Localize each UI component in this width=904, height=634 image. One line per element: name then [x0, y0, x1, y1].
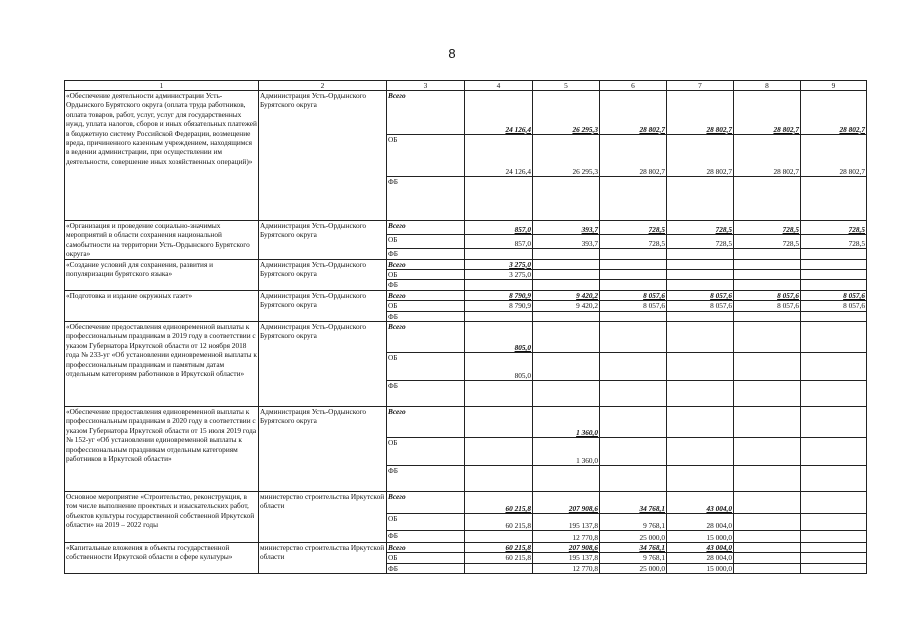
value-cell: 28 802,7 [667, 91, 734, 135]
value-cell: 60 215,8 [465, 492, 533, 514]
value-cell [734, 492, 801, 514]
value-cell [465, 438, 533, 466]
measure-description: «Обеспечение деятельности администрации Усть-Ордынского Бурятского округа (оплата труда работников, оплата товаров, работ, услуг, услуг для государственных нужд, уплата налогов, сборов и иных обязательных платежей в бюджетную систему Российской Федерации, возмещение вреда, причиненного казенным учреждением, находящимся в ведении администрации, при осуществлении им деятельности, совершение иных хозяйственных операций)» [65, 91, 259, 221]
value-cell: 8 057,6 [600, 301, 667, 311]
value-cell [734, 311, 801, 321]
measure-description: «Организация и проведение социально-значимых мероприятий в области сохранения национальной самобытности на территории Усть-Ордынского Бурятского округа» [65, 221, 259, 260]
value-cell [734, 322, 801, 353]
table-row [65, 492, 867, 514]
value-cell: 43 004,0 [667, 492, 734, 514]
value-cell [734, 466, 801, 492]
value-cell: 34 768,1 [600, 492, 667, 514]
value-cell [801, 514, 867, 531]
column-header-3: 3 [387, 81, 465, 91]
value-cell: 28 802,7 [600, 91, 667, 135]
table-row [65, 290, 867, 300]
value-cell: 728,5 [667, 235, 734, 249]
value-cell [667, 270, 734, 280]
value-cell: 728,5 [667, 221, 734, 235]
value-cell [533, 381, 600, 407]
value-cell [465, 249, 533, 259]
funding-source: Всего [387, 290, 465, 300]
value-cell: 857,0 [465, 235, 533, 249]
value-cell [734, 270, 801, 280]
executor-cell: Администрация Усть-Ордынского Бурятского округа [259, 259, 387, 290]
value-cell [734, 553, 801, 563]
value-cell [533, 311, 600, 321]
value-cell: 8 057,6 [600, 290, 667, 300]
value-cell: 728,5 [734, 221, 801, 235]
funding-source: ОБ [387, 514, 465, 531]
value-cell: 207 908,6 [533, 543, 600, 553]
value-cell [734, 438, 801, 466]
header-row [65, 81, 867, 91]
table-row [65, 322, 867, 353]
table-row [65, 259, 867, 269]
value-cell [600, 177, 667, 221]
value-cell: 26 295,3 [533, 135, 600, 177]
value-cell [465, 280, 533, 290]
value-cell: 728,5 [600, 235, 667, 249]
value-cell [533, 249, 600, 259]
value-cell [667, 466, 734, 492]
funding-source: ОБ [387, 438, 465, 466]
value-cell: 24 126,4 [465, 135, 533, 177]
executor-cell: Администрация Усть-Ордынского Бурятского округа [259, 407, 387, 492]
value-cell: 207 908,6 [533, 492, 600, 514]
value-cell [533, 322, 600, 353]
column-header-8: 8 [734, 81, 801, 91]
executor-cell: Администрация Усть-Ордынского Бурятского округа [259, 290, 387, 321]
executor-cell: министерство строительства Иркутской области [259, 543, 387, 574]
funding-source: ФБ [387, 177, 465, 221]
value-cell [801, 311, 867, 321]
value-cell [734, 407, 801, 438]
value-cell: 26 295,3 [533, 91, 600, 135]
measure-description: «Обеспечение предоставления единовременной выплаты к профессиональным праздникам в 2019 году в соответствии с указом Губернатора Иркутской области от 12 ноября 2018 года № 233-уг «Об установлении единовременной выплаты к профессиональным праздникам и памятным датам отдельным категориям работников в Иркутской области» [65, 322, 259, 407]
measure-description: «Капитальные вложения в объекты государственной собственности Иркутской области в сфере культуры» [65, 543, 259, 574]
measure-description: Основное мероприятие «Строительство, реконструкция, в том числе выполнение проектных и изыскательских работ, объектов культуры государственной собственной Иркутской области» на 2019 – 2022 годы [65, 492, 259, 543]
value-cell [667, 381, 734, 407]
value-cell: 28 802,7 [801, 135, 867, 177]
funding-source: ОБ [387, 553, 465, 563]
value-cell [667, 249, 734, 259]
value-cell [801, 466, 867, 492]
value-cell: 1 360,0 [533, 407, 600, 438]
column-header-2: 2 [259, 81, 387, 91]
value-cell [734, 514, 801, 531]
funding-source: ОБ [387, 301, 465, 311]
table-row [65, 407, 867, 438]
table-row [65, 91, 867, 135]
value-cell: 728,5 [734, 235, 801, 249]
executor-cell: министерство строительства Иркутской области [259, 492, 387, 543]
value-cell: 28 004,0 [667, 553, 734, 563]
value-cell: 1 360,0 [533, 438, 600, 466]
value-cell: 15 000,0 [667, 563, 734, 573]
value-cell [801, 177, 867, 221]
value-cell: 8 057,6 [734, 301, 801, 311]
value-cell: 857,0 [465, 221, 533, 235]
value-cell: 8 790,9 [465, 290, 533, 300]
value-cell [465, 563, 533, 573]
value-cell: 195 137,8 [533, 553, 600, 563]
value-cell [600, 249, 667, 259]
value-cell [801, 553, 867, 563]
funding-source: ФБ [387, 311, 465, 321]
value-cell [801, 259, 867, 269]
value-cell: 28 802,7 [734, 91, 801, 135]
value-cell: 15 000,0 [667, 531, 734, 543]
value-cell: 34 768,1 [600, 543, 667, 553]
column-header-9: 9 [801, 81, 867, 91]
value-cell: 8 057,6 [734, 290, 801, 300]
funding-source: Всего [387, 259, 465, 269]
funding-source: Всего [387, 407, 465, 438]
value-cell: 12 770,8 [533, 531, 600, 543]
column-header-5: 5 [533, 81, 600, 91]
funding-source: ОБ [387, 235, 465, 249]
value-cell [801, 407, 867, 438]
value-cell [734, 280, 801, 290]
value-cell [465, 311, 533, 321]
executor-cell: Администрация Усть-Ордынского Бурятского округа [259, 221, 387, 260]
value-cell [533, 259, 600, 269]
value-cell: 9 768,1 [600, 514, 667, 531]
value-cell [533, 466, 600, 492]
value-cell [465, 177, 533, 221]
value-cell [667, 407, 734, 438]
budget-table [64, 80, 867, 574]
value-cell [600, 407, 667, 438]
executor-cell: Администрация Усть-Ордынского Бурятского округа [259, 91, 387, 221]
value-cell: 28 802,7 [600, 135, 667, 177]
funding-source: Всего [387, 492, 465, 514]
value-cell [801, 270, 867, 280]
value-cell: 28 802,7 [667, 135, 734, 177]
value-cell [667, 177, 734, 221]
value-cell [734, 381, 801, 407]
measure-description: «Создание условий для сохранения, развития и популяризации бурятского языка» [65, 259, 259, 290]
value-cell [801, 531, 867, 543]
value-cell: 728,5 [801, 221, 867, 235]
value-cell: 393,7 [533, 235, 600, 249]
value-cell: 25 000,0 [600, 563, 667, 573]
funding-source: ОБ [387, 135, 465, 177]
value-cell [465, 381, 533, 407]
value-cell [533, 270, 600, 280]
value-cell [734, 543, 801, 553]
funding-source: Всего [387, 91, 465, 135]
value-cell [801, 280, 867, 290]
value-cell: 805,0 [465, 353, 533, 381]
value-cell [600, 381, 667, 407]
column-header-1: 1 [65, 81, 259, 91]
funding-source: ФБ [387, 280, 465, 290]
funding-source: Всего [387, 543, 465, 553]
value-cell: 8 790,9 [465, 301, 533, 311]
value-cell: 28 802,7 [801, 91, 867, 135]
value-cell [801, 438, 867, 466]
value-cell: 9 420,2 [533, 301, 600, 311]
value-cell [600, 322, 667, 353]
value-cell [465, 531, 533, 543]
value-cell [667, 280, 734, 290]
value-cell [734, 249, 801, 259]
value-cell [667, 322, 734, 353]
value-cell [600, 353, 667, 381]
value-cell [600, 311, 667, 321]
value-cell [801, 563, 867, 573]
value-cell: 728,5 [801, 235, 867, 249]
value-cell: 8 057,6 [667, 290, 734, 300]
value-cell: 3 275,0 [465, 270, 533, 280]
value-cell [801, 492, 867, 514]
executor-cell: Администрация Усть-Ордынского Бурятского округа [259, 322, 387, 407]
value-cell: 8 057,6 [801, 290, 867, 300]
value-cell [734, 259, 801, 269]
value-cell [734, 177, 801, 221]
value-cell [600, 259, 667, 269]
funding-source: Всего [387, 322, 465, 353]
value-cell: 8 057,6 [801, 301, 867, 311]
value-cell: 43 004,0 [667, 543, 734, 553]
column-header-7: 7 [667, 81, 734, 91]
value-cell [465, 466, 533, 492]
table-row [65, 543, 867, 553]
column-header-4: 4 [465, 81, 533, 91]
page-number: 8 [448, 46, 456, 61]
value-cell [667, 438, 734, 466]
value-cell: 805,0 [465, 322, 533, 353]
column-header-6: 6 [600, 81, 667, 91]
value-cell [600, 466, 667, 492]
value-cell: 12 770,8 [533, 563, 600, 573]
value-cell: 9 420,2 [533, 290, 600, 300]
value-cell: 728,5 [600, 221, 667, 235]
funding-source: ОБ [387, 353, 465, 381]
table-body [65, 91, 867, 574]
value-cell: 9 768,1 [600, 553, 667, 563]
value-cell: 3 275,0 [465, 259, 533, 269]
funding-source: Всего [387, 221, 465, 235]
value-cell: 60 215,8 [465, 543, 533, 553]
value-cell: 28 802,7 [734, 135, 801, 177]
value-cell: 393,7 [533, 221, 600, 235]
measure-description: «Обеспечение предоставления единовременной выплаты к профессиональным праздникам в 2020 году в соответствии с указом Губернатора Иркутской области от 15 июля 2019 года № 152-уг «Об установлении единовременной выплаты к профессиональным праздникам отдельным категориям работников в Иркутской области» [65, 407, 259, 492]
value-cell: 24 126,4 [465, 91, 533, 135]
funding-source: ФБ [387, 531, 465, 543]
value-cell [734, 531, 801, 543]
funding-source: ФБ [387, 249, 465, 259]
measure-description: «Подготовка и издание окружных газет» [65, 290, 259, 321]
value-cell [600, 280, 667, 290]
value-cell [533, 177, 600, 221]
funding-source: ФБ [387, 466, 465, 492]
value-cell: 60 215,8 [465, 553, 533, 563]
value-cell: 25 000,0 [600, 531, 667, 543]
value-cell [801, 353, 867, 381]
value-cell [533, 353, 600, 381]
value-cell: 8 057,6 [667, 301, 734, 311]
value-cell [600, 438, 667, 466]
value-cell [667, 353, 734, 381]
value-cell: 28 004,0 [667, 514, 734, 531]
funding-source: ФБ [387, 381, 465, 407]
value-cell [734, 563, 801, 573]
value-cell [734, 353, 801, 381]
funding-source: ФБ [387, 563, 465, 573]
value-cell [801, 322, 867, 353]
value-cell [667, 311, 734, 321]
value-cell [801, 543, 867, 553]
value-cell [465, 407, 533, 438]
value-cell [600, 270, 667, 280]
value-cell [801, 381, 867, 407]
value-cell [533, 280, 600, 290]
value-cell [667, 259, 734, 269]
value-cell: 60 215,8 [465, 514, 533, 531]
table-row [65, 221, 867, 235]
value-cell [801, 249, 867, 259]
funding-source: ОБ [387, 270, 465, 280]
value-cell: 195 137,8 [533, 514, 600, 531]
